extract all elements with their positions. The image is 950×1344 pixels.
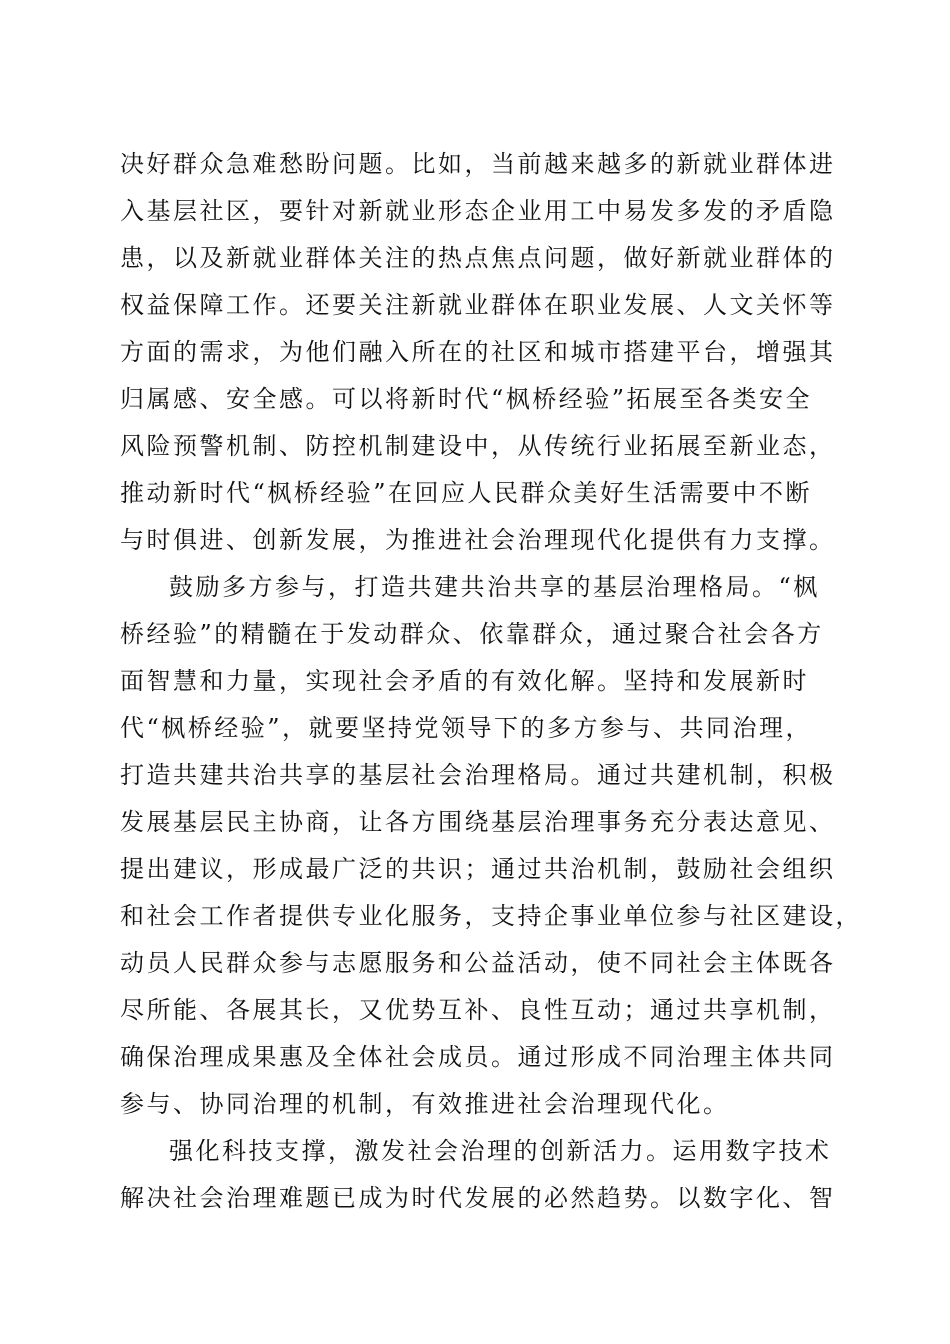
text-line: 动员人民群众参与志愿服务和公益活动，使不同社会主体既各 xyxy=(120,949,836,977)
text-line: 与时俱进、创新发展，为推进社会治理现代化提供有力支撑。 xyxy=(120,526,836,554)
text-line: 发展基层民主协商，让各方围绕基层治理事务充分表达意见、 xyxy=(120,808,836,836)
text-line: 解决社会治理难题已成为时代发展的必然趋势。以数字化、智 xyxy=(120,1184,836,1212)
text-line: 面智慧和力量，实现社会矛盾的有效化解。坚持和发展新时 xyxy=(120,667,809,695)
text-line: 尽所能、各展其长，又优势互补、良性互动；通过共享机制， xyxy=(120,996,836,1024)
text-line: 提出建议，形成最广泛的共识；通过共治机制，鼓励社会组织 xyxy=(120,855,836,883)
text-line: 归属感、安全感。可以将新时代“枫桥经验”拓展至各类安全 xyxy=(120,385,813,413)
text-line: 风险预警机制、防控机制建设中，从传统行业拓展至新业态， xyxy=(120,432,836,460)
text-line: 代“枫桥经验”，就要坚持党领导下的多方参与、共同治理， xyxy=(120,714,813,742)
text-line: 入基层社区，要针对新就业形态企业用工中易发多发的矛盾隐 xyxy=(120,197,836,225)
text-line: 打造共建共治共享的基层社会治理格局。通过共建机制，积极 xyxy=(120,761,836,789)
text-line: 患，以及新就业群体关注的热点焦点问题，做好新就业群体的 xyxy=(120,244,836,272)
text-line: 权益保障工作。还要关注新就业群体在职业发展、人文关怀等 xyxy=(120,291,836,319)
text-line: 确保治理成果惠及全体社会成员。通过形成不同治理主体共同 xyxy=(120,1043,836,1071)
text-line: 决好群众急难愁盼问题。比如，当前越来越多的新就业群体进 xyxy=(120,150,836,178)
text-line: 参与、协同治理的机制，有效推进社会治理现代化。 xyxy=(120,1090,730,1118)
paragraph-first-line: 鼓励多方参与，打造共建共治共享的基层治理格局。“枫 xyxy=(169,573,820,601)
paragraph-first-line: 强化科技支撑，激发社会治理的创新活力。运用数字技术 xyxy=(169,1137,832,1165)
text-line: 和社会工作者提供专业化服务，支持企事业单位参与社区建设， xyxy=(120,902,862,930)
text-line: 桥经验”的精髓在于发动群众、依靠群众，通过聚合社会各方 xyxy=(120,620,824,648)
text-line: 方面的需求，为他们融入所在的社区和城市搭建平台，增强其 xyxy=(120,338,836,366)
text-line: 推动新时代“枫桥经验”在回应人民群众美好生活需要中不断 xyxy=(120,479,813,507)
document-body xyxy=(120,141,862,1222)
